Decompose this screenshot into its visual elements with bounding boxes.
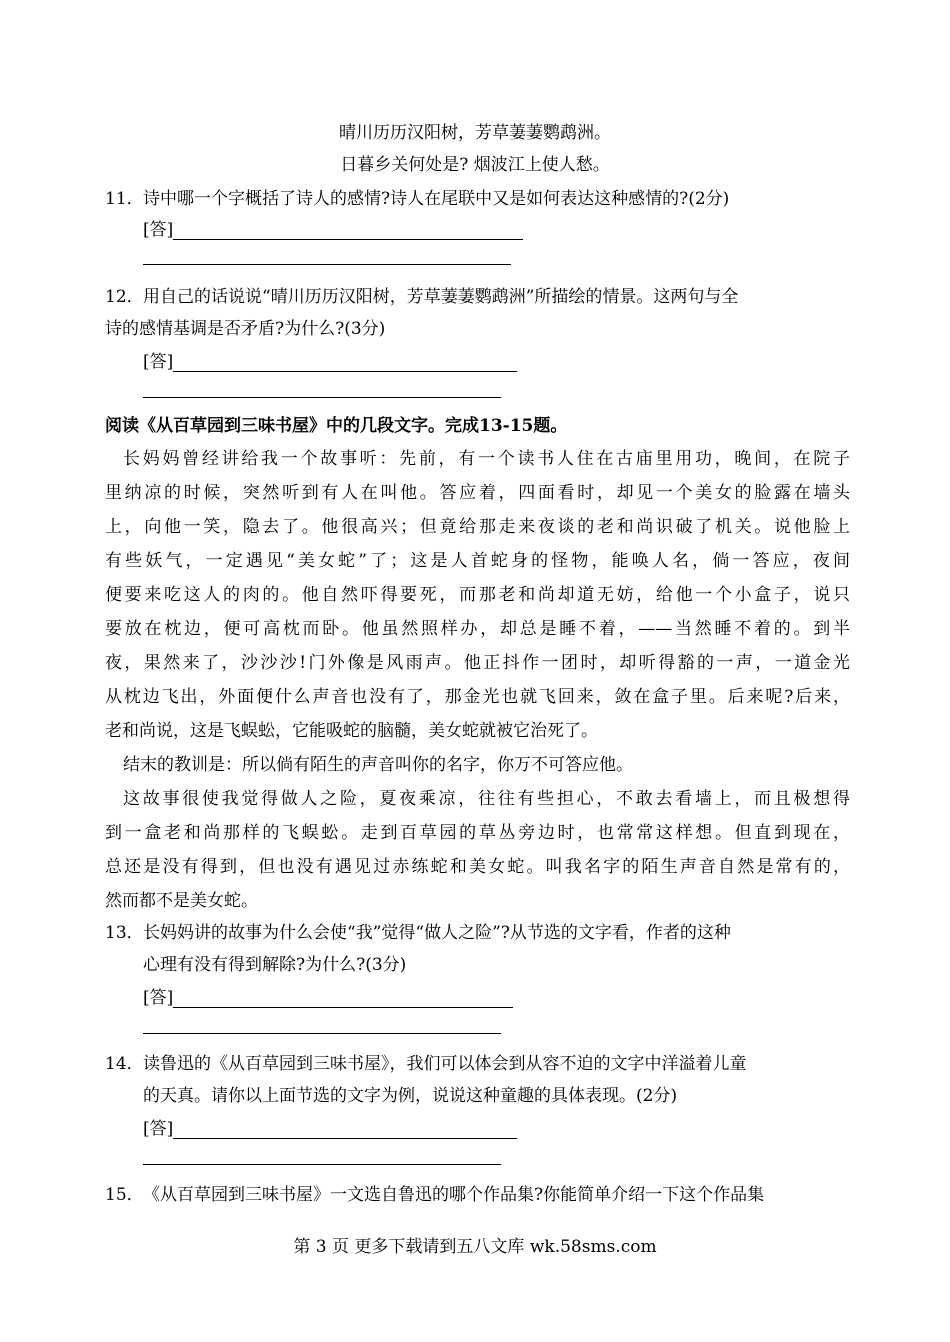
page-footer: 第 3 页 更多下载请到五八文库 wk.58sms.com (293, 1237, 657, 1257)
answer-line-2[interactable] (143, 264, 511, 265)
answer-line (173, 989, 513, 1008)
answer-line (173, 1120, 517, 1139)
question-text-line-2: 的天真。请你以上面节选的文字为例，说说这种童趣的具体表现。(2分) (143, 1086, 678, 1106)
passage-line: 然而都不是美女蛇。 (105, 891, 258, 911)
answer-field[interactable] (143, 347, 517, 372)
question-text-line-1: 用自己的话说说“晴川历历汉阳树，芳草萋萋鹦鹉洲”所描绘的情景。这两句与全 (143, 287, 739, 307)
answer-line-2[interactable] (143, 397, 501, 398)
question-text-line-2: 诗的感情基调是否矛盾?为什么?(3分) (105, 319, 386, 339)
answer-field[interactable] (143, 1114, 517, 1139)
passage-line: 上，向他一笑，隐去了。他很高兴；但竟给那走来夜谈的老和尚识破了机关。说他脸上 (105, 517, 850, 537)
passage-line: 这故事很使我觉得做人之险，夏夜乘凉，往往有些担心，不敢去看墙上，而且极想得 (123, 789, 850, 809)
question-text-line-1: 长妈妈讲的故事为什么会使“我”觉得“做人之险”?从节选的文字看，作者的这种 (143, 923, 731, 943)
answer-label: [答] (143, 220, 174, 240)
answer-line-2[interactable] (143, 1033, 501, 1034)
question-text: 诗中哪一个字概括了诗人的感情?诗人在尾联中又是如何表达这种感情的?(2分) (143, 189, 730, 209)
answer-line-2[interactable] (143, 1164, 501, 1165)
passage-line: 夜，果然来了，沙沙沙!门外像是风雨声。他正抖作一团时，却听得豁的一声，一道金光 (105, 653, 850, 673)
question-number: 15． (105, 1185, 144, 1205)
answer-label: [答] (143, 352, 174, 372)
answer-field[interactable] (143, 983, 513, 1008)
answer-field[interactable] (143, 215, 523, 240)
answer-label: [答] (143, 1119, 174, 1139)
poem-line-2: 日暮乡关何处是? 烟波江上使人愁。 (340, 155, 610, 175)
passage-line: 长妈妈曾经讲给我一个故事听：先前，有一个读书人住在古庙里用功，晚间，在院子 (123, 449, 850, 469)
question-text-line-1: 《从百草园到三味书屋》一文选自鲁迅的哪个作品集?你能简单介绍一下这个作品集 (143, 1185, 765, 1205)
passage-line: 里纳凉的时候，突然听到有人在叫他。答应着，四面看时，却见一个美女的脸露在墙头 (105, 483, 850, 503)
passage-line: 便要来吃这人的肉的。他自然吓得要死，而那老和尚却道无妨，给他一个小盒子，说只 (105, 585, 850, 605)
reading-heading: 阅读《从百草园到三味书屋》中的几段文字。完成13-15题。 (105, 416, 568, 436)
answer-line (173, 353, 517, 372)
question-number: 11． (105, 189, 144, 209)
passage-line: 老和尚说，这是飞蜈蚣，它能吸蛇的脑髓，美女蛇就被它治死了。 (105, 721, 598, 741)
question-number: 13． (105, 923, 144, 943)
question-text-line-1: 读鲁迅的《从百草园到三味书屋》，我们可以体会到从容不迫的文字中洋溢着儿童 (143, 1054, 747, 1074)
passage-line: 要放在枕边，便可高枕而卧。他虽然照样办，却总是睡不着，——当然睡不着的。到半 (105, 619, 850, 639)
question-number: 12． (105, 287, 144, 307)
passage-line: 有些妖气，一定遇见“美女蛇”了；这是人首蛇身的怪物，能唤人名，倘一答应，夜间 (105, 551, 850, 571)
passage-line: 总还是没有得到，但也没有遇见过赤练蛇和美女蛇。叫我名字的陌生声音自然是常有的， (105, 857, 850, 877)
answer-label: [答] (143, 988, 174, 1008)
question-text-line-2: 心理有没有得到解除?为什么?(3分) (143, 955, 407, 975)
question-number: 14． (105, 1054, 144, 1074)
passage-line: 到一盒老和尚那样的飞蜈蚣。走到百草园的草丛旁边时，也常常这样想。但直到现在， (105, 823, 850, 843)
answer-line (173, 221, 523, 240)
passage-line: 从枕边飞出，外面便什么声音也没有了，那金光也就飞回来，敛在盒子里。后来呢?后来， (105, 687, 850, 707)
poem-line-1: 晴川历历汉阳树，芳草萋萋鹦鹉洲。 (339, 123, 611, 143)
passage-paragraph-2: 结末的教训是：所以倘有陌生的声音叫你的名字，你万不可答应他。 (123, 755, 633, 775)
